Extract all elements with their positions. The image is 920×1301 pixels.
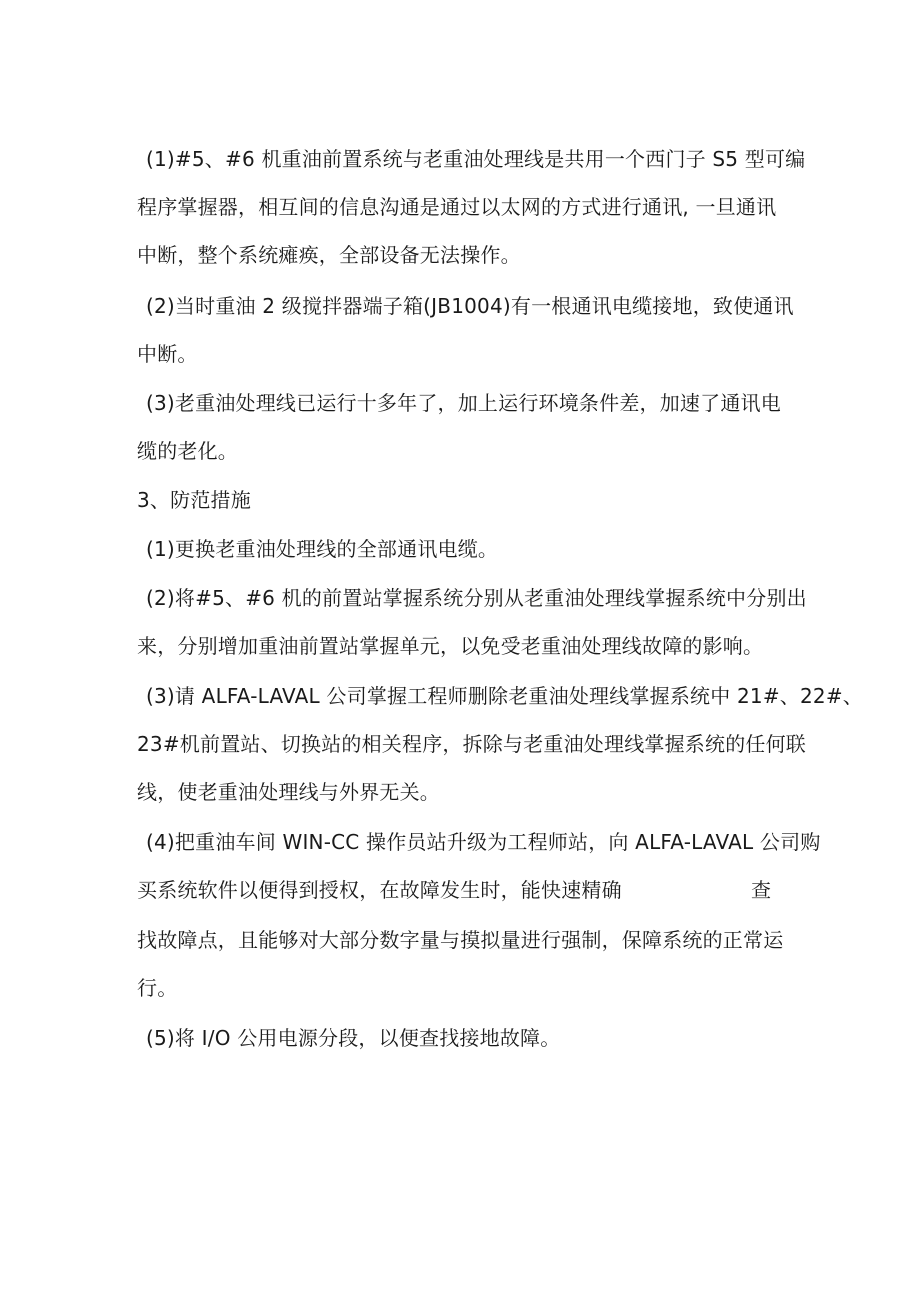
measure-4-line-2-right: 查	[751, 878, 771, 902]
measure-2-line-2: 来，分别增加重油前置站掌握单元，以免受老重油处理线故障的影响。	[137, 634, 764, 658]
measure-3-line-2: 23#机前置站、切换站的相关程序，拆除与老重油处理线掌握系统的任何联	[137, 732, 807, 756]
section-heading: 3、防范措施	[137, 488, 251, 512]
measure-4-line-2-left: 买系统软件以便得到授权，在故障发生时，能快速精确	[137, 878, 622, 902]
measure-1-line-1: (1)更换老重油处理线的全部通讯电缆。	[146, 537, 499, 561]
measure-3-line-3: 线，使老重油处理线与外界无关。	[137, 780, 440, 804]
cause-3-line-1: (3)老重油处理线已运行十多年了，加上运行环境条件差，加速了通讯电	[146, 391, 781, 415]
cause-2-line-2: 中断。	[137, 342, 198, 366]
cause-1-line-2: 程序掌握器，相互间的信息沟通是通过以太网的方式进行通讯, 一旦通讯	[137, 195, 777, 219]
measure-4-line-1: (4)把重油车间 WIN-CC 操作员站升级为工程师站，向 ALFA-LAVAL 公司购	[146, 830, 821, 854]
measure-4-line-3: 找故障点，且能够对大部分数字量与摸拟量进行强制，保障系统的正常运	[137, 928, 784, 952]
cause-1-line-1: (1)#5、#6 机重油前置系统与老重油处理线是共用一个西门子 S5 型可编	[146, 147, 806, 171]
measure-2-line-1: (2)将#5、#6 机的前置站掌握系统分别从老重油处理线掌握系统中分别出	[146, 586, 807, 610]
measure-3-line-1: (3)请 ALFA-LAVAL 公司掌握工程师删除老重油处理线掌握系统中 21#、22#、	[146, 684, 863, 708]
measure-5-line-1: (5)将 I/O 公用电源分段，以便查找接地故障。	[146, 1026, 561, 1050]
cause-2-line-1: (2)当时重油 2 级搅拌器端子箱(JB1004)有一根通讯电缆接地，致使通讯	[146, 294, 794, 318]
measure-4-line-4: 行。	[137, 976, 178, 1000]
cause-1-line-3: 中断，整个系统瘫痪，全部设备无法操作。	[137, 243, 521, 267]
cause-3-line-2: 缆的老化。	[137, 439, 238, 463]
